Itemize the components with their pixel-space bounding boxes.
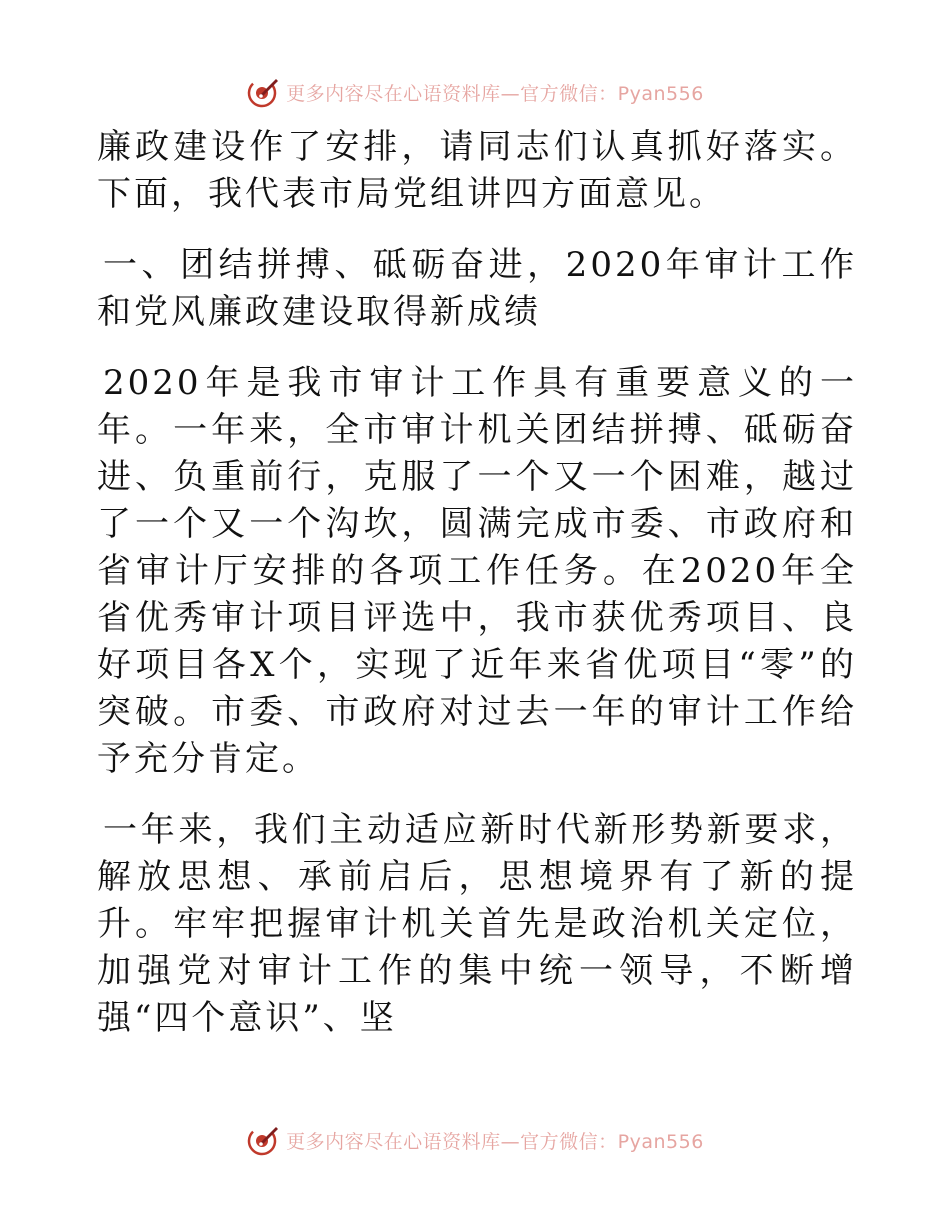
document-body bbox=[97, 124, 857, 1066]
paragraph-1: 廉政建设作了安排，请同志们认真抓好落实。下面，我代表市局党组讲四方面意见。 bbox=[97, 127, 857, 214]
section-heading-1: 一、团结拼搏、砥砺奋进，2020年审计工作和党风廉政建设取得新成绩 bbox=[97, 245, 857, 332]
pen-logo-icon bbox=[246, 1123, 280, 1157]
pen-logo-icon bbox=[246, 75, 280, 109]
footer-watermark bbox=[0, 1120, 950, 1160]
paragraph-2: 2020年是我市审计工作具有重要意义的一年。一年来，全市审计机关团结拼搏、砥砺奋进、负重前行，克服了一个又一个困难，越过了一个又一个沟坎，圆满完成市委、市政府和省审计厅安排的各项工作任务。在2020年全省优秀审计项目评选中，我市获优秀项目、良好项目各X个，实现了近年来省优项目“零”的突破。市委、市政府对过去一年的审计工作给予充分肯定。 bbox=[97, 363, 857, 779]
watermark-text: 更多内容尽在心语资料库—官方微信：Pyan556 bbox=[286, 1130, 704, 1153]
paragraph-3: 一年来，我们主动适应新时代新形势新要求，解放思想、承前启后，思想境界有了新的提升。牢牢把握审计机关首先是政治机关定位，加强党对审计工作的集中统一领导，不断增强“四个意识”、坚 bbox=[97, 810, 857, 1038]
watermark-text: 更多内容尽在心语资料库—官方微信：Pyan556 bbox=[286, 82, 704, 105]
header-watermark bbox=[0, 72, 950, 112]
